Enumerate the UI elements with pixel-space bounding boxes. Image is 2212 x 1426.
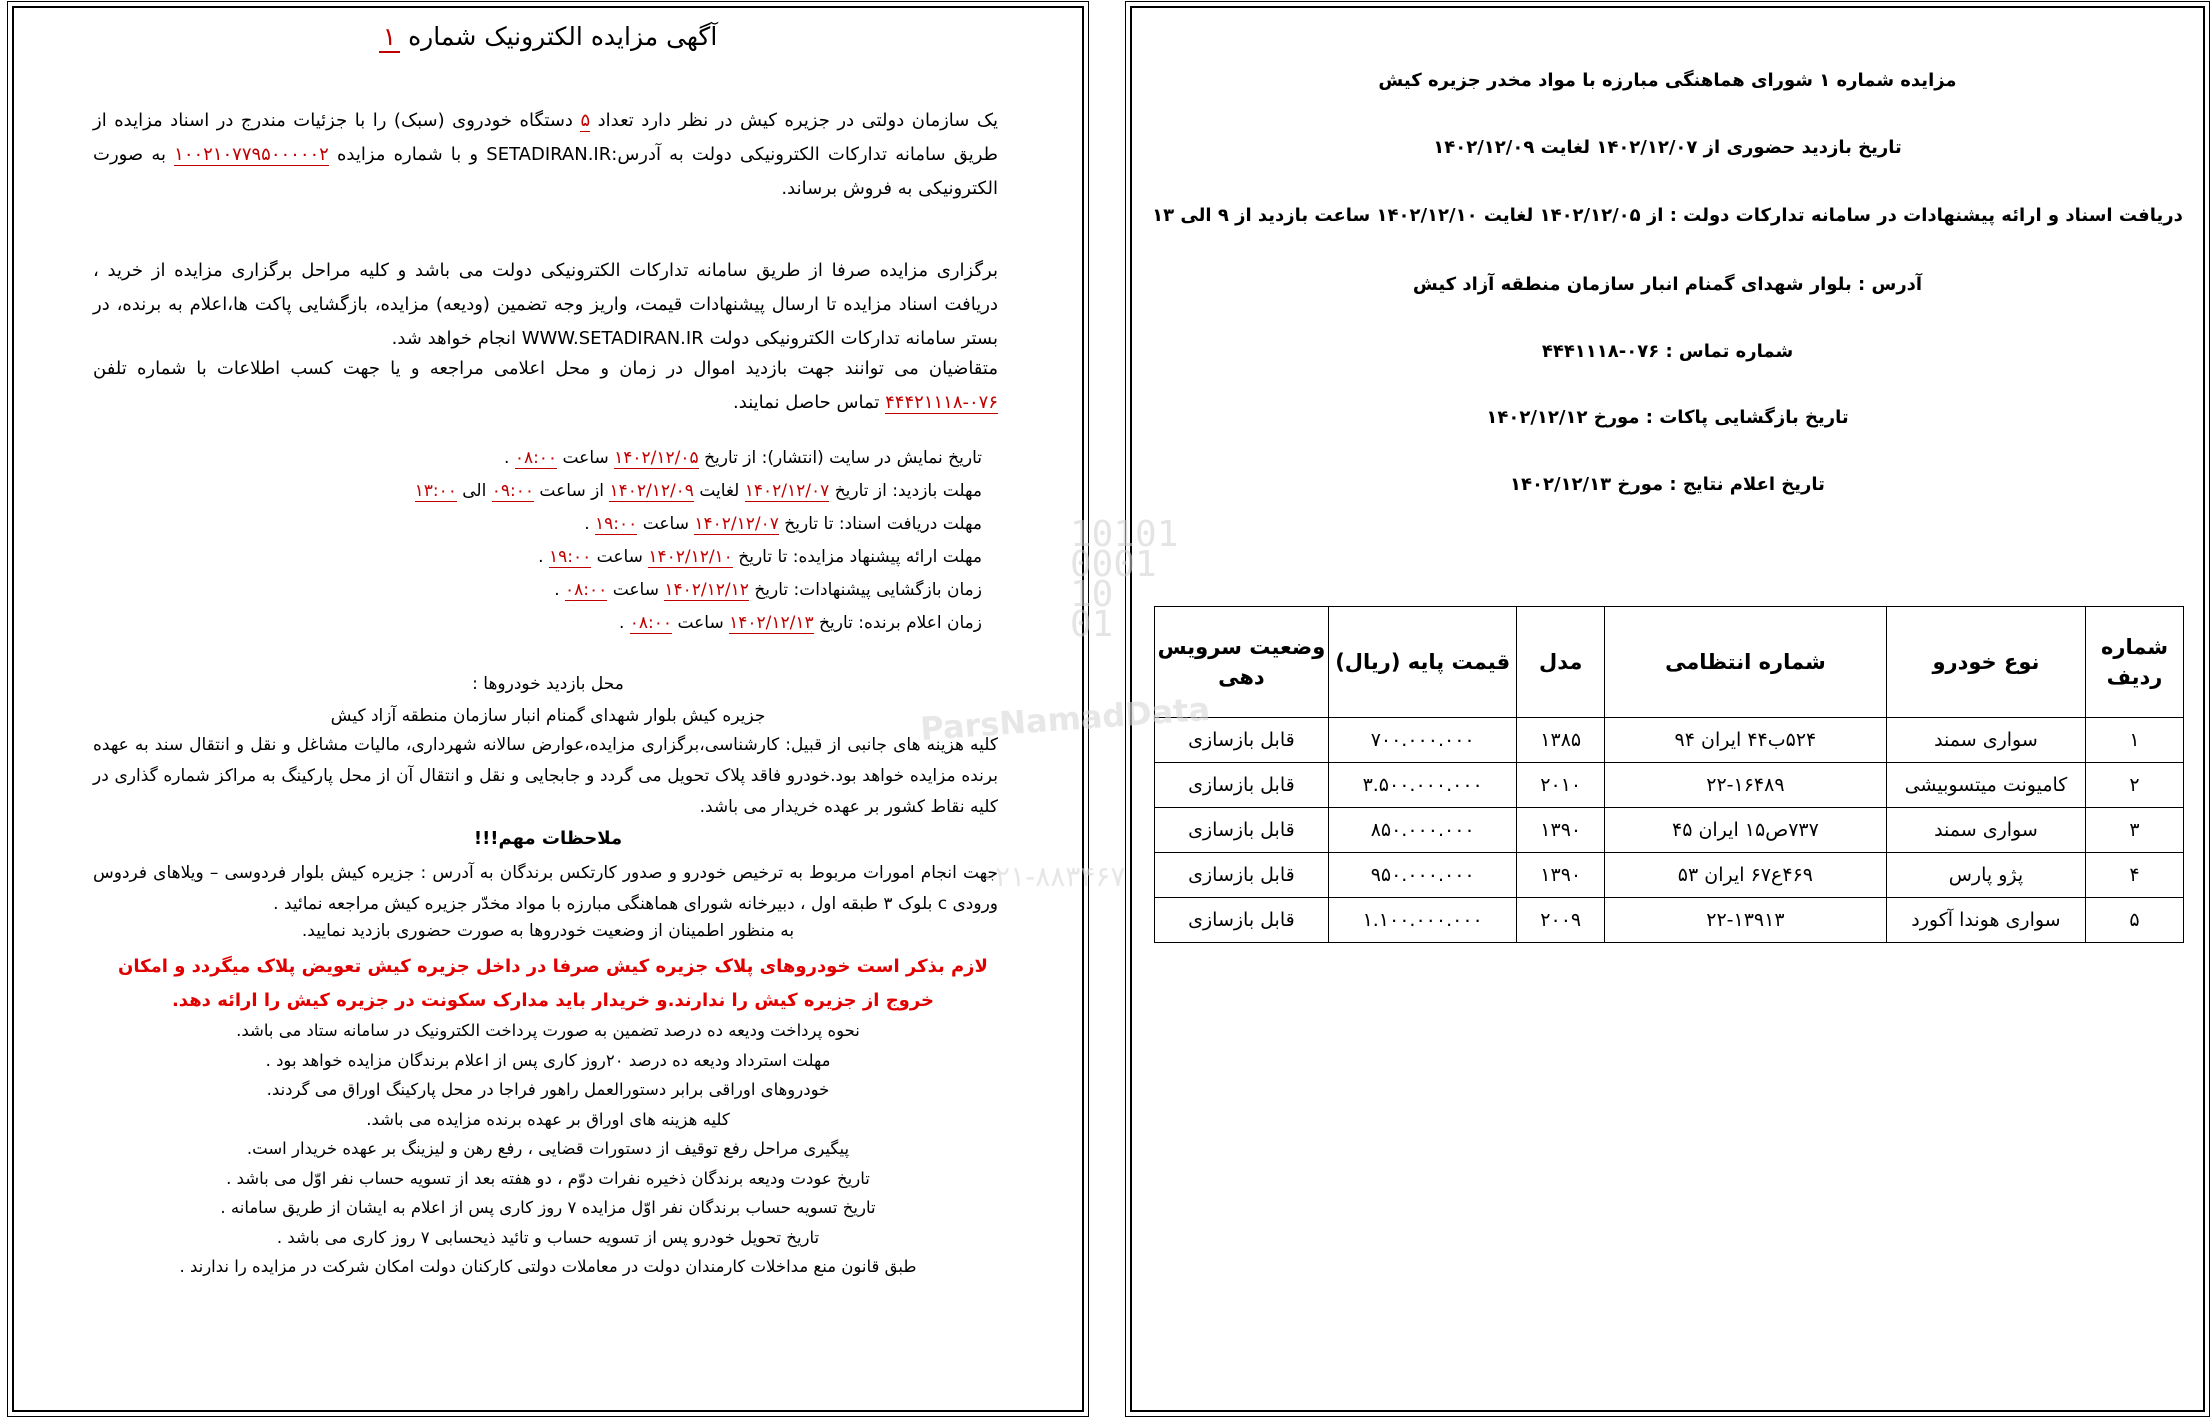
- visit-place: جزیره کیش بلوار شهدای گمنام انبار سازمان منطقه آزاد کیش: [330, 706, 766, 726]
- rules-list: [94, 1016, 1002, 1282]
- rule-item: تاریخ تحویل خودرو پس از تسویه حساب و تائید ذیحسابی ۷ روز کاری می باشد .: [276, 1227, 820, 1247]
- cell-plate-number: ۲۲-۱۳۹۱۳: [1604, 898, 1886, 943]
- date-value: ۱۴۰۲/۱۲/۱۰: [648, 547, 733, 567]
- date-value: ۱۴۰۲/۱۲/۱۳: [729, 613, 814, 633]
- vehicles-table: [1154, 606, 2184, 943]
- date-label: زمان اعلام برنده: تاریخ: [819, 613, 982, 633]
- visit-place-title: محل بازدید خودروها :: [472, 674, 624, 694]
- watermark-brand: ParsNamadData: [919, 689, 1212, 749]
- table-row: [1155, 808, 2184, 853]
- cell-plate-number: ۲۲-۱۶۴۸۹: [1604, 763, 1886, 808]
- table-row: [1155, 898, 2184, 943]
- col-model: مدل: [1517, 607, 1604, 718]
- col-row-number: شماره ردیف: [2086, 607, 2184, 718]
- cell-model: ۱۳۸۵: [1517, 718, 1604, 763]
- date-line-end: .: [504, 448, 510, 468]
- date-value: ۱۴۰۲/۱۲/۰۷: [694, 514, 779, 534]
- cell-plate-number: ۷۳۷ص۱۵ ایران ۴۵: [1604, 808, 1886, 853]
- col-service-status: وضعیت سرویس دهی: [1155, 607, 1329, 718]
- results-date-line: تاریخ اعلام نتایج : مورخ ۱۴۰۲/۱۲/۱۳: [1510, 474, 1825, 495]
- table-row: [1155, 763, 2184, 808]
- cell-row-number: ۲: [2086, 763, 2184, 808]
- cell-base-price: ۸۵۰.۰۰۰.۰۰۰: [1328, 808, 1517, 853]
- contact-text-a: متقاضیان می توانند جهت بازدید اموال در زمان و محل اعلامی مراجعه و یا جهت کسب اطلاعات با شماره تلفن: [93, 358, 998, 379]
- time-range-label: الی: [462, 481, 487, 501]
- notes-paragraph: جهت انجام امورات مربوط به ترخیص خودرو و صدور کارتکس برندگان به آدرس : جزیره کیش بلوار فردوسی – ویلاهای فردوس ورودی c بلوک ۳ طبقه اول ، دبیرخانه شورای هماهنگی مبارزه با مواد مخدّر جزیره کیش مراجعه نمائید .: [93, 863, 998, 914]
- cell-row-number: ۵: [2086, 898, 2184, 943]
- rule-item: خودروهای اوراقی برابر دستورالعمل راهور فراجا در محل پارکینگ اوراق می گردند.: [266, 1080, 830, 1099]
- date-value: ۱۴۰۲/۱۲/۰۷: [744, 481, 830, 501]
- date-label: تاریخ نمایش در سایت (انتشار): از تاریخ: [704, 448, 982, 468]
- date-line: [82, 442, 982, 474]
- date-label: مهلت دریافت اسناد: تا تاریخ: [784, 514, 982, 534]
- time-value-end: ۱۳:۰۰: [414, 481, 457, 501]
- cell-vehicle-type: پژو پارس: [1886, 853, 2085, 898]
- cell-vehicle-type: سواری سمند: [1886, 808, 2085, 853]
- date-value-end: ۱۴۰۲/۱۲/۰۹: [609, 481, 694, 501]
- date-line: [82, 508, 982, 540]
- time-label: از ساعت: [539, 481, 605, 501]
- cell-plate-number: ۵۲۴ب۴۴ ایران ۹۴: [1604, 718, 1886, 763]
- cell-base-price: ۱.۱۰۰.۰۰۰.۰۰۰: [1328, 898, 1517, 943]
- auction-heading: مزایده شماره ۱ شورای هماهنگی مبارزه با مواد مخدر جزیره کیش: [1378, 70, 1957, 91]
- rule-item: کلیه هزینه های اوراق بر عهده برنده مزایده می باشد.: [366, 1109, 730, 1129]
- rule-item: طبق قانون منع مداخلات کارمندان دولت در معاملات دولتی کارکنان دولت امکان شرکت در مزایده را ندارند .: [179, 1257, 917, 1276]
- col-vehicle-type: نوع خودرو: [1886, 607, 2085, 718]
- cell-vehicle-type: سواری هوندا آکورد: [1886, 898, 2085, 943]
- right-notice-panel: [1130, 6, 2205, 1412]
- cell-model: ۱۳۹۰: [1517, 853, 1604, 898]
- important-red-note: لازم بذکر است خودروهای پلاک جزیره کیش صرفا در داخل جزیره کیش تعویض پلاک میگردد و امکان خروج از جزیره کیش را ندارند.و خریدار باید مدارک سکونت در جزیره کیش را ارائه دهد.: [118, 956, 988, 1011]
- contact-number-line: شماره تماس : ۰۷۶-۴۴۴۱۱۱۸: [1541, 341, 1794, 362]
- table-header-row: [1155, 607, 2184, 718]
- time-value: ۰۸:۰۰: [565, 580, 608, 600]
- cell-model: ۲۰۱۰: [1517, 763, 1604, 808]
- cell-vehicle-type: کامیونت میتسوبیشی: [1886, 763, 2085, 808]
- date-label: مهلت ارائه پیشنهاد مزایده: تا تاریخ: [738, 547, 982, 567]
- contact-phone: ۰۷۶-۴۴۴۲۱۱۱۸: [885, 392, 998, 413]
- contact-text-b: تماس حاصل نمایند.: [733, 392, 880, 413]
- cell-plate-number: ۴۶۹ع۶۷ ایران ۵۳: [1604, 853, 1886, 898]
- time-value: ۰۹:۰۰: [491, 481, 535, 501]
- watermark-digits: 10101 0001 10 01: [1070, 514, 1179, 645]
- table-row: [1155, 853, 2184, 898]
- notice-title-text: آگهی مزایده الکترونیک شماره: [408, 22, 718, 51]
- col-plate-number: شماره انتظامی: [1604, 607, 1886, 718]
- opening-date-line: تاریخ بازگشایی پاکات : مورخ ۱۴۰۲/۱۲/۱۲: [1486, 407, 1849, 428]
- address-line: آدرس : بلوار شهدای گمنام انبار سازمان منطقه آزاد کیش: [1412, 274, 1923, 295]
- vehicle-count: ۵: [580, 110, 591, 131]
- cell-vehicle-type: سواری سمند: [1886, 718, 2085, 763]
- cell-row-number: ۴: [2086, 853, 2184, 898]
- date-line-end: .: [538, 547, 544, 567]
- date-line: [82, 607, 982, 639]
- date-line: [82, 541, 982, 573]
- rule-item: نحوه پرداخت ودیعه ده درصد تضمین به صورت پرداخت الکترونیک در سامانه ستاد می باشد.: [236, 1021, 860, 1040]
- notes-paragraph-2: به منظور اطمینان از وضعیت خودروها به صورت حضوری بازدید نمایید.: [301, 921, 795, 941]
- rule-item: پیگیری مراحل رفع توقیف از دستورات قضایی ، رفع رهن و لیزینگ بر عهده خریدار است.: [246, 1139, 850, 1158]
- date-label: مهلت بازدید: از تاریخ: [834, 481, 982, 501]
- date-label: زمان بازگشایی پیشنهادات: تاریخ: [754, 580, 982, 600]
- date-line: [82, 475, 982, 507]
- rule-item: تاریخ تسویه حساب برندگان نفر اوّل مزایده ۷ روز کاری پس از اعلام به ایشان از طریق سامانه .: [220, 1198, 876, 1217]
- table-row: [1155, 718, 2184, 763]
- time-label: ساعت: [677, 613, 724, 633]
- cell-model: ۲۰۰۹: [1517, 898, 1604, 943]
- time-value: ۱۹:۰۰: [595, 514, 638, 534]
- cell-row-number: ۳: [2086, 808, 2184, 853]
- date-range-label: لغایت: [699, 481, 740, 501]
- auction-code: ۱۰۰۲۱۰۷۷۹۵۰۰۰۰۰۲: [174, 144, 329, 165]
- costs-paragraph: کلیه هزینه های جانبی از قبیل: کارشناسی،برگزاری مزایده،عوارض سالانه شهرداری، مالیات مشاغل و نقل و انتقال سند به عهده برنده مزایده خواهد بود.خودرو فاقد پلاک تحویل می گردد و جابجایی و نقل و انتقال آن از محل پارکینگ به مراکز شماره گذاری در کلیه نقاط کشور بر عهده خریدار می باشد.: [93, 735, 998, 817]
- cell-service-status: قابل بازسازی: [1155, 763, 1329, 808]
- intro-text-b: دستگاه خودروی (سبک) را با جزئیات مندرج در اسناد مزایده از طریق سامانه تدارکات الکترونیکی دولت به آدرس:SETADIRAN.IR و با شماره مزایده: [93, 110, 998, 165]
- cell-service-status: قابل بازسازی: [1155, 898, 1329, 943]
- intro-text-c: به صورت الکترونیکی به فروش برساند.: [93, 144, 998, 199]
- time-label: ساعت: [596, 547, 643, 567]
- cell-service-status: قابل بازسازی: [1155, 808, 1329, 853]
- intro-text-a: یک سازمان دولتی در جزیره کیش در نظر دارد تعداد: [597, 110, 998, 131]
- cell-row-number: ۱: [2086, 718, 2184, 763]
- contact-paragraph: [93, 352, 998, 420]
- documents-dates-line: دریافت اسناد و ارائه پیشنهادات در سامانه تدارکات دولت : از ۱۴۰۲/۱۲/۰۵ لغایت ۱۴۰۲/۱۲/۱۰ ساعت بازدید از ۹ الی ۱۳: [1152, 205, 2183, 226]
- date-value: ۱۴۰۲/۱۲/۰۵: [614, 448, 699, 468]
- time-label: ساعت: [642, 514, 689, 534]
- time-label: ساعت: [562, 448, 609, 468]
- time-value: ۱۹:۰۰: [548, 547, 592, 567]
- notice-title: [14, 22, 1082, 51]
- cell-base-price: ۷۰۰.۰۰۰.۰۰۰: [1328, 718, 1517, 763]
- rule-item: مهلت استرداد ودیعه ده درصد ۲۰روز کاری پس از اعلام برندگان مزایده خواهد بود .: [265, 1050, 831, 1070]
- intro-paragraph: [93, 104, 998, 206]
- date-line-end: .: [554, 580, 560, 600]
- date-line-end: .: [584, 514, 590, 534]
- cell-base-price: ۳.۵۰۰.۰۰۰.۰۰۰: [1328, 763, 1517, 808]
- rule-item: تاریخ عودت ودیعه برندگان ذخیره نفرات دوّم ، دو هفته بعد از تسویه حساب نفر اوّل می باشد .: [226, 1168, 870, 1188]
- time-value: ۰۸:۰۰: [514, 448, 558, 468]
- col-base-price: قیمت پایه (ریال): [1328, 607, 1517, 718]
- date-value: ۱۴۰۲/۱۲/۱۲: [664, 580, 749, 600]
- notes-title: ملاحظات مهم!!!: [473, 828, 623, 849]
- notice-number: ۱: [379, 22, 400, 53]
- process-paragraph: برگزاری مزایده صرفا از طریق سامانه تدارکات الکترونیکی دولت می باشد و کلیه مراحل برگزاری مزایده از خرید ، دریافت اسناد مزایده تا ارسال پیشنهادات قیمت، واریز وجه تضمین (ودیعه) مزایده، بازگشایی پاکت ها،اعلام به برنده، در بستر سامانه تدارکات الکترونیکی دولت WWW.SETADIRAN.IR انجام خواهد شد.: [93, 260, 998, 349]
- cell-model: ۱۳۹۰: [1517, 808, 1604, 853]
- visit-dates-line: تاریخ بازدید حضوری از ۱۴۰۲/۱۲/۰۷ لغایت ۱۴۰۲/۱۲/۰۹: [1433, 137, 1902, 158]
- watermark-phone: ۰۲۱-۸۸۳۴۶۷: [980, 860, 1126, 893]
- cell-service-status: قابل بازسازی: [1155, 718, 1329, 763]
- time-value: ۰۸:۰۰: [629, 613, 673, 633]
- date-line: [82, 574, 982, 606]
- date-line-end: .: [618, 613, 625, 633]
- cell-service-status: قابل بازسازی: [1155, 853, 1329, 898]
- cell-base-price: ۹۵۰.۰۰۰.۰۰۰: [1328, 853, 1517, 898]
- time-label: ساعت: [612, 580, 659, 600]
